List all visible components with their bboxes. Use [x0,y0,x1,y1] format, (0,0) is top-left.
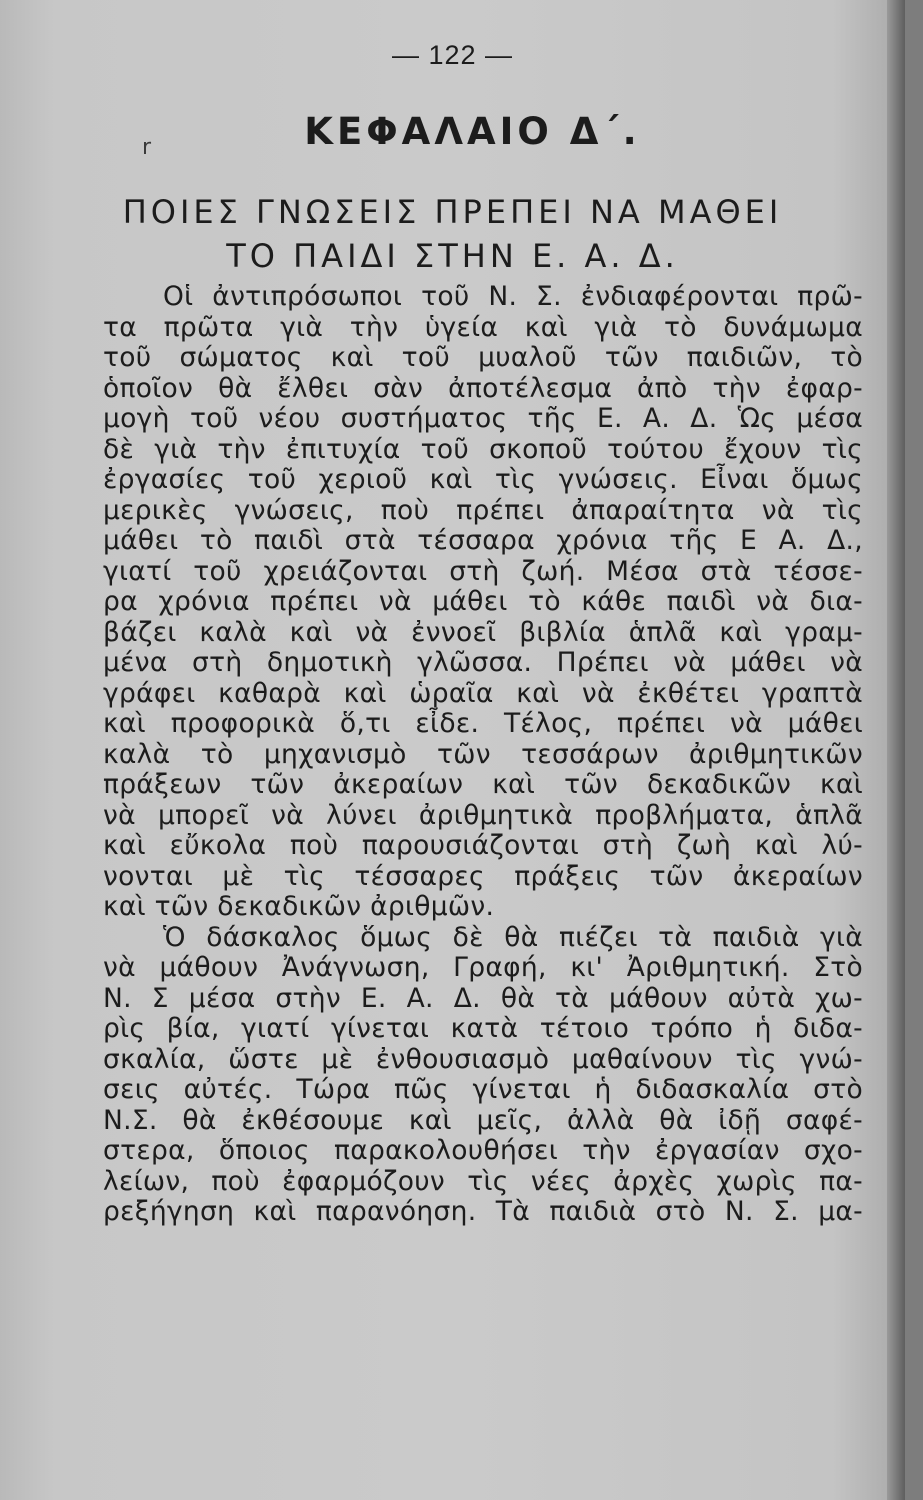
text-line: νονται μὲ τὶς τέσσαρες πράξεις τῶν ἀκεραίων [103,860,863,892]
text-line: καὶ τῶν δεκαδικῶν ἀριθμῶν. [103,891,495,922]
text-line: νὰ μάθουν Ἀνάγνωση, Γραφή, κι' Ἀριθμητική. Στὸ [103,952,863,983]
text-line: πράξεων τῶν ἀκεραίων καὶ τῶν δεκαδικῶν καὶ [103,769,863,800]
paragraph-2 [103,923,863,1228]
section-heading-line-1: ΠΟΙΕΣ ΓΝΩΣΕΙΣ ΠΡΕΠΕΙ ΝΑ ΜΑΘΕΙ [122,193,783,231]
text-line: Ὁ δάσκαλος ὅμως δὲ θὰ πιέζει τὰ παιδιὰ γιὰ [163,921,863,953]
text-line: σεις αὐτές. Τώρα πῶς γίνεται ἡ διδασκαλία στὸ [103,1074,863,1105]
text-line: καὶ εὔκολα ποὺ παρουσιάζονται στὴ ζωὴ καὶ λύ- [103,830,863,861]
text-line: Ν. Σ μέσα στὴν Ε. Α. Δ. θὰ τὰ μάθουν αὐτὰ χω- [103,982,863,1014]
paragraph-1 [103,282,863,923]
text-line: σκαλία, ὥστε μὲ ἐνθουσιασμὸ μαθαίνουν τὶς γνώ- [103,1043,863,1075]
text-line: δὲ γιὰ τὴν ἐπιτυχία τοῦ σκοποῦ τούτου ἔχουν τὶς [103,433,863,465]
text-line: τοῦ σώματος καὶ τοῦ μυαλοῦ τῶν παιδιῶν, τὸ [103,342,863,373]
text-line: τα πρῶτα γιὰ τὴν ὑγεία καὶ γιὰ τὸ δυνάμωμα [103,311,863,343]
text-line: ρα χρόνια πρέπει νὰ μάθει τὸ κάθε παιδὶ νὰ δια- [103,586,863,617]
text-line: ρεξήγηση καὶ παρανόηση. Τὰ παιδιὰ στὸ Ν. Σ. μα- [103,1196,863,1227]
text-line: βάζει καλὰ καὶ νὰ ἐννοεῖ βιβλία ἁπλᾶ καὶ γραμ- [103,616,863,648]
section-heading [0,190,905,278]
text-line: μένα στὴ δημοτικὴ γλῶσσα. Πρέπει νὰ μάθει νὰ [103,647,863,678]
text-line: μερικὲς γνώσεις, ποὺ πρέπει ἀπαραίτητα νὰ τὶς [103,494,863,526]
text-line: γράφει καθαρὰ καὶ ὡραῖα καὶ νὰ ἐκθέτει γραπτὰ [103,677,863,709]
text-line: γιατί τοῦ χρειάζονται στὴ ζωή. Μέσα στὰ τέσσε- [103,555,863,587]
text-line: λείων, ποὺ ἐφαρμόζουν τὶς νέες ἀρχὲς χωρὶς πα- [103,1165,863,1197]
chapter-title: ΚΕΦΑΛΑΙΟ Δ΄. [304,110,641,153]
text-line: Οἱ ἀντιπρόσωποι τοῦ Ν. Σ. ἐνδιαφέρονται πρῶ- [163,281,863,312]
text-line: Ν.Σ. θὰ ἐκθέσουμε καὶ μεῖς, ἀλλὰ θὰ ἰδῇ σαφέ- [103,1104,863,1136]
stray-pencil-mark: r [142,135,152,160]
body-text [103,282,863,1228]
text-line: νὰ μπορεῖ νὰ λύνει ἀριθμητικὰ προβλήματα, ἁπλᾶ [103,799,863,831]
text-line: καλὰ τὸ μηχανισμὸ τῶν τεσσάρων ἀριθμητικῶν [103,738,863,770]
text-line: ἐργασίες τοῦ χεριοῦ καὶ τὶς γνώσεις. Εἶναι ὅμως [103,464,863,495]
text-line: στερα, ὅποιος παρακολουθήσει τὴν ἐργασίαν σχο- [103,1135,863,1166]
page-number: — 122 — [391,40,514,70]
text-line: ὁποῖον θὰ ἔλθει σὰν ἀποτέλεσμα ἀπὸ τὴν ἐφαρ- [103,372,863,404]
text-line: μογὴ τοῦ νέου συστήματος τῆς Ε. Α. Δ. Ὡς μέσα [103,403,863,434]
text-line: μάθει τὸ παιδὶ στὰ τέσσαρα χρόνια τῆς Ε Α. Δ., [103,525,863,556]
section-heading-line-2: ΤΟ ΠΑΙΔΙ ΣΤΗΝ Ε. Α. Δ. [226,237,679,275]
text-line: καὶ προφορικὰ ὅ,τι εἶδε. Τέλος, πρέπει νὰ μάθει [103,708,863,739]
text-line: ρὶς βία, γιατί γίνεται κατὰ τέτοιο τρόπο ἡ διδα- [103,1013,863,1044]
